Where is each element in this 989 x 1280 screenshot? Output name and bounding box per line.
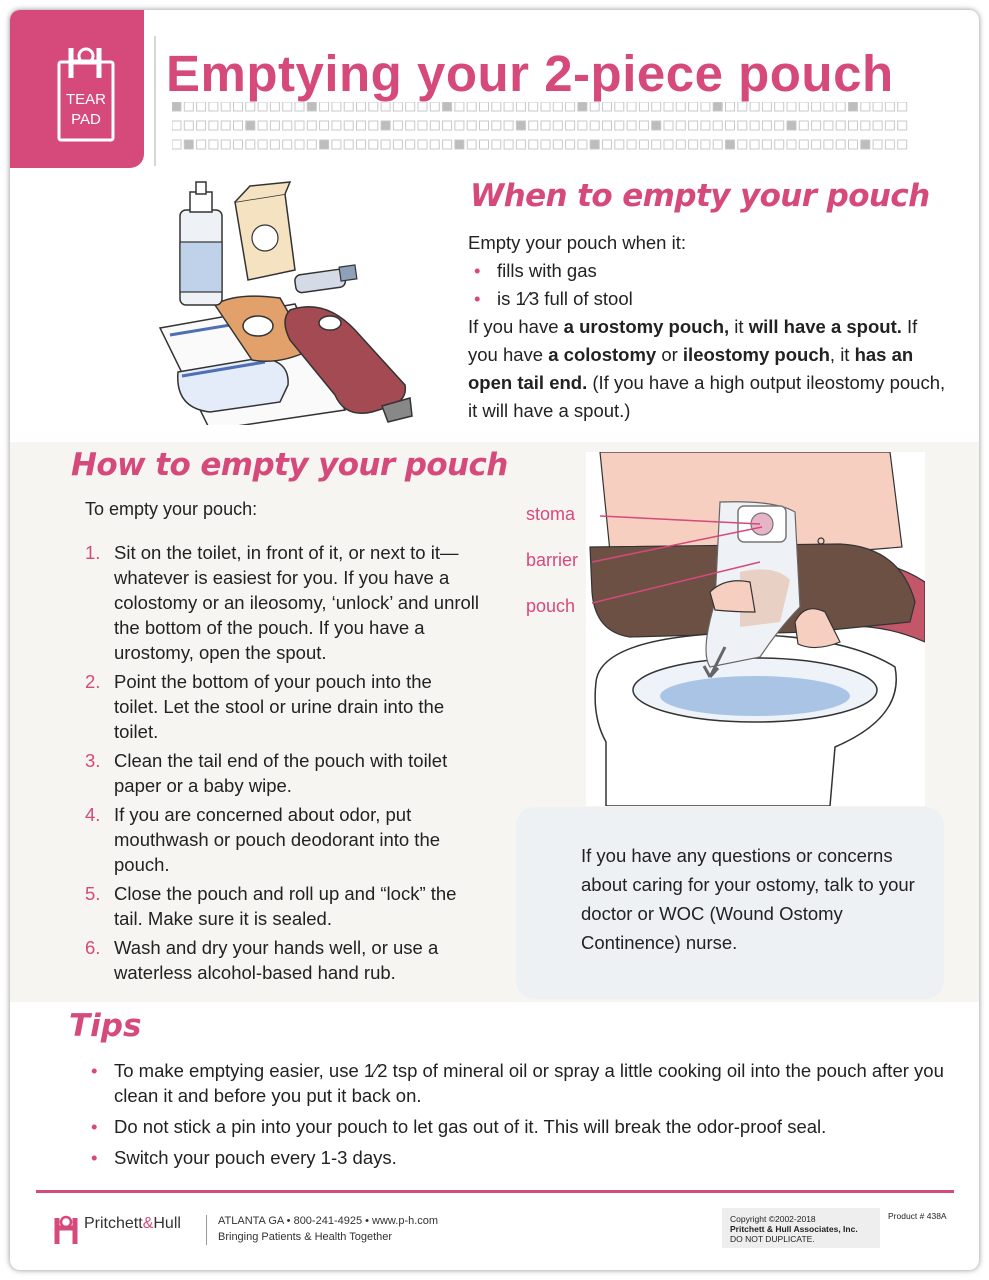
dot-grid-cell [443, 102, 452, 111]
dot-grid-cell [283, 102, 292, 111]
para-run-bold: has an open tail end. [468, 344, 914, 393]
dot-grid-cell [492, 140, 501, 149]
dot-grid-cell [701, 140, 710, 149]
para-run: (If you have a high output ileostomy pouch, it will have a spout.) [468, 372, 946, 421]
dot-grid-cell [467, 140, 476, 149]
dot-grid-cell [664, 140, 673, 149]
dot-grid-cell [320, 102, 329, 111]
dot-grid-cell [234, 140, 243, 149]
dot-grid-cell [799, 121, 808, 130]
dot-grid-cell [369, 102, 378, 111]
step-text: Sit on the toilet, in front of it, or next to it—whatever is easiest for you. If you have a colostomy or an ileosomy, ‘unlock’ and unroll the bottom of the pouch. If you have a urostomy, open the spout. [114, 542, 480, 663]
when-intro: Empty your pouch when it: [468, 232, 686, 253]
dot-grid-cell [258, 121, 267, 130]
tip-item: • To make emptying easier, use 1⁄2 tsp of mineral oil or spray a little cooking oil into the pouch after you clean it and before you put it back on. [85, 1058, 955, 1108]
patient-handout-page [10, 10, 979, 1270]
dot-grid-cell [430, 102, 439, 111]
dot-grid-cell [480, 140, 489, 149]
dot-grid-cell [295, 121, 304, 130]
step-text: Clean the tail end of the pouch with toilet paper or a baby wipe. [114, 750, 448, 796]
dot-grid-cell [836, 102, 845, 111]
dot-grid-cell [270, 140, 279, 149]
dot-grid-cell [578, 121, 587, 130]
dot-grid-cell [209, 140, 218, 149]
dot-grid-cell [676, 121, 685, 130]
dot-grid-cell [603, 140, 612, 149]
questions-text: If you have any questions or concerns about caring for your ostomy, talk to your doctor or WOC (Wound Ostomy Continence) nurse. [581, 845, 915, 953]
dot-grid-cell [246, 140, 255, 149]
tear-pad-logo-icon [57, 44, 115, 142]
dot-grid-cell [504, 121, 513, 130]
company-name-part: Hull [153, 1215, 181, 1232]
dot-grid-cell [824, 140, 833, 149]
dot-grid-cell [393, 121, 402, 130]
dot-grid-cell [873, 140, 882, 149]
dot-grid-cell [824, 121, 833, 130]
dot-grid-cell [849, 140, 858, 149]
dot-grid-cell [221, 140, 230, 149]
dot-grid-cell [652, 121, 661, 130]
dot-grid-cell [590, 121, 599, 130]
step-number: 4. [85, 804, 101, 825]
dot-grid-cell [861, 121, 870, 130]
dot-grid-cell [467, 102, 476, 111]
dot-grid-cell [713, 140, 722, 149]
dot-grid-cell [234, 121, 243, 130]
dot-grid-cell [762, 102, 771, 111]
copyright-line: Copyright ©2002-2018 [730, 1214, 816, 1224]
dot-grid-cell [529, 121, 538, 130]
dot-grid-cell [553, 121, 562, 130]
dot-grid-cell [652, 102, 661, 111]
decorative-dot-grid [172, 102, 912, 158]
dot-grid-cell [578, 102, 587, 111]
dot-grid-cell [270, 121, 279, 130]
dot-grid-cell [885, 140, 894, 149]
dot-grid-cell [307, 140, 316, 149]
dot-grid-cell [246, 102, 255, 111]
dot-grid-cell [320, 140, 329, 149]
dot-grid-cell [492, 121, 501, 130]
company-ampersand: & [142, 1215, 154, 1232]
pritchett-hull-logo-icon [52, 1214, 82, 1246]
dot-grid-cell [295, 140, 304, 149]
logo-word-1: TEAR [65, 91, 107, 108]
dot-grid-cell [357, 121, 366, 130]
dot-grid-cell [516, 121, 525, 130]
dot-grid-cell [836, 121, 845, 130]
ostomy-supplies-illustration [140, 180, 470, 425]
dot-grid-cell [898, 121, 907, 130]
tips-list [85, 1058, 955, 1176]
dot-grid-cell [283, 121, 292, 130]
dot-grid-cell [812, 140, 821, 149]
para-run: it [729, 316, 749, 337]
dot-grid-cell [369, 140, 378, 149]
dot-grid-cell [775, 102, 784, 111]
para-run: or [656, 344, 683, 365]
dot-grid-cell [738, 102, 747, 111]
dot-grid-cell [443, 121, 452, 130]
dot-grid-cell [455, 102, 464, 111]
step-item [85, 881, 480, 931]
dot-grid-cell [652, 140, 661, 149]
dot-grid-cell [566, 102, 575, 111]
dot-grid-cell [295, 102, 304, 111]
tip-item: • Do not stick a pin into your pouch to let gas out of it. This will break the odor-proof seal. [85, 1114, 955, 1139]
pouch-type-paragraph [468, 313, 948, 425]
dot-grid-cell [738, 140, 747, 149]
contact-info: ATLANTA GA • 800-241-4925 • www.p-h.com [218, 1215, 439, 1227]
dot-grid-cell [381, 121, 390, 130]
dot-grid-cell [492, 102, 501, 111]
footer-divider [36, 1190, 954, 1193]
step-number: 5. [85, 883, 101, 904]
dot-grid-cell [566, 140, 575, 149]
step-item [85, 935, 480, 985]
dot-grid-cell [762, 121, 771, 130]
para-run-bold: ileostomy pouch [682, 344, 830, 365]
dot-grid-cell [197, 140, 206, 149]
how-intro: To empty your pouch: [85, 499, 258, 519]
dot-grid-cell [197, 121, 206, 130]
step-text: Point the bottom of your pouch into the toilet. Let the stool or urine drain into the toilet. [114, 671, 445, 742]
dot-grid-cell [750, 121, 759, 130]
dot-grid-cell [590, 102, 599, 111]
dot-grid-cell [566, 121, 575, 130]
dot-grid-cell [713, 121, 722, 130]
tip-item: • Switch your pouch every 1-3 days. [85, 1145, 955, 1170]
step-text: Close the pouch and roll up and “lock” the tail. Make sure it is sealed. [114, 883, 457, 929]
dot-grid-cell [812, 102, 821, 111]
product-number: Product # 438A [888, 1211, 947, 1221]
title-divider [154, 36, 156, 166]
company-tagline: Bringing Patients & Health Together [218, 1231, 393, 1243]
copyright-line: Pritchett & Hull Associates, Inc. [730, 1224, 858, 1234]
dot-grid-cell [406, 121, 415, 130]
dot-grid-cell [861, 140, 870, 149]
label-pouch: pouch [526, 596, 576, 616]
how-heading: How to empty your pouch [71, 447, 508, 483]
dot-grid-cell [849, 102, 858, 111]
para-run: If you have [468, 316, 564, 337]
dot-grid-cell [504, 140, 513, 149]
dot-grid-cell [615, 102, 624, 111]
dot-grid-cell [849, 121, 858, 130]
dot-grid-cell [381, 102, 390, 111]
dot-grid-cell [898, 102, 907, 111]
dot-grid-cell [738, 121, 747, 130]
when-section [468, 229, 948, 425]
dot-grid-cell [172, 121, 181, 130]
dot-grid-cell [689, 102, 698, 111]
company-name [84, 1215, 181, 1233]
dot-grid-cell [197, 102, 206, 111]
dot-grid-cell [603, 121, 612, 130]
dot-grid-cell [775, 140, 784, 149]
dot-grid-cell [418, 140, 427, 149]
when-heading: When to empty your pouch [470, 178, 930, 214]
dot-grid-cell [209, 102, 218, 111]
step-item [85, 540, 480, 665]
dot-grid-cell [799, 140, 808, 149]
emptying-pouch-illustration [510, 452, 925, 806]
dot-grid-cell [578, 140, 587, 149]
dot-grid-cell [762, 140, 771, 149]
step-number: 3. [85, 750, 101, 771]
logo-word-2: PAD [71, 111, 101, 128]
para-run: , it [829, 344, 855, 365]
dot-grid-cell [775, 121, 784, 130]
dot-grid-cell [726, 140, 735, 149]
when-bullet-list [468, 257, 948, 313]
para-run-bold: a urostomy pouch, [563, 316, 730, 337]
questions-callout [516, 807, 944, 999]
dot-grid-cell [418, 121, 427, 130]
dot-grid-cell [701, 121, 710, 130]
dot-grid-cell [393, 102, 402, 111]
dot-grid-cell [467, 121, 476, 130]
dot-grid-cell [246, 121, 255, 130]
dot-grid-cell [627, 102, 636, 111]
dot-grid-cell [750, 140, 759, 149]
dot-grid-cell [689, 140, 698, 149]
dot-grid-cell [184, 121, 193, 130]
dot-grid-cell [480, 121, 489, 130]
dot-grid-cell [541, 102, 550, 111]
footer-vertical-divider [206, 1215, 207, 1245]
dot-grid-cell [615, 140, 624, 149]
step-item [85, 669, 480, 744]
dot-grid-cell [885, 121, 894, 130]
dot-grid-cell [430, 121, 439, 130]
dot-grid-cell [357, 102, 366, 111]
step-text: Wash and dry your hands well, or use a waterless alcohol-based hand rub. [114, 937, 439, 983]
tear-pad-logo-box [10, 10, 144, 168]
dot-grid-cell [332, 140, 341, 149]
dot-grid-cell [664, 102, 673, 111]
dot-grid-cell [357, 140, 366, 149]
dot-grid-cell [873, 102, 882, 111]
dot-grid-cell [516, 102, 525, 111]
dot-grid-cell [898, 140, 907, 149]
dot-grid-cell [258, 102, 267, 111]
dot-grid-cell [553, 102, 562, 111]
dot-grid-cell [332, 121, 341, 130]
dot-grid-cell [307, 121, 316, 130]
dot-grid-cell [381, 140, 390, 149]
dot-grid-cell [861, 102, 870, 111]
dot-grid-cell [184, 102, 193, 111]
dot-grid-cell [344, 102, 353, 111]
dot-grid-cell [406, 140, 415, 149]
dot-grid-cell [221, 121, 230, 130]
dot-grid-cell [603, 102, 612, 111]
dot-grid-cell [885, 102, 894, 111]
dot-grid-cell [516, 140, 525, 149]
dot-grid-cell [209, 121, 218, 130]
dot-grid-cell [639, 140, 648, 149]
dot-grid-cell [639, 121, 648, 130]
dot-grid-cell [676, 102, 685, 111]
dot-grid-cell [553, 140, 562, 149]
dot-grid-cell [320, 121, 329, 130]
dot-grid-cell [283, 140, 292, 149]
dot-grid-cell [393, 140, 402, 149]
para-run: If you have [468, 316, 918, 365]
company-name-part: Pritchett [84, 1215, 143, 1232]
when-bullet: • is 1⁄3 full of stool [468, 285, 948, 313]
step-number: 2. [85, 671, 101, 692]
dot-grid-cell [455, 121, 464, 130]
dot-grid-cell [443, 140, 452, 149]
page-title: Emptying your 2-piece pouch [166, 45, 894, 102]
step-item [85, 802, 480, 877]
dot-grid-cell [676, 140, 685, 149]
dot-grid-cell [430, 140, 439, 149]
dot-grid-cell [258, 140, 267, 149]
steps-list [85, 540, 480, 989]
para-run-bold: a colostomy [548, 344, 657, 365]
dot-grid-cell [615, 121, 624, 130]
dot-grid-cell [664, 121, 673, 130]
dot-grid-cell [418, 102, 427, 111]
copyright-line: DO NOT DUPLICATE. [730, 1234, 815, 1244]
dot-grid-cell [221, 102, 230, 111]
when-bullet: • fills with gas [468, 257, 948, 285]
dot-grid-cell [639, 102, 648, 111]
dot-grid-cell [504, 102, 513, 111]
para-run-bold: will have a spout. [748, 316, 902, 337]
dot-grid-cell [406, 102, 415, 111]
dot-grid-cell [184, 140, 193, 149]
label-barrier: barrier [526, 550, 579, 570]
dot-grid-cell [726, 121, 735, 130]
dot-grid-cell [726, 102, 735, 111]
dot-grid-cell [873, 121, 882, 130]
dot-grid-cell [627, 140, 636, 149]
dot-grid-cell [369, 121, 378, 130]
dot-grid-cell [344, 121, 353, 130]
dot-grid-cell [172, 140, 181, 149]
dot-grid-cell [529, 102, 538, 111]
dot-grid-cell [480, 102, 489, 111]
dot-grid-cell [529, 140, 538, 149]
dot-grid-cell [812, 121, 821, 130]
dot-grid-cell [701, 102, 710, 111]
dot-grid-cell [750, 102, 759, 111]
dot-grid-cell [799, 102, 808, 111]
step-number: 6. [85, 937, 101, 958]
step-text: If you are concerned about odor, put mouthwash or pouch deodorant into the pouch. [114, 804, 441, 875]
dot-grid-cell [332, 102, 341, 111]
step-number: 1. [85, 542, 101, 563]
dot-grid-cell [824, 102, 833, 111]
dot-grid-cell [541, 140, 550, 149]
dot-grid-cell [689, 121, 698, 130]
dot-grid-cell [270, 102, 279, 111]
copyright-box [722, 1208, 880, 1248]
dot-grid-cell [836, 140, 845, 149]
dot-grid-cell [344, 140, 353, 149]
dot-grid-cell [455, 140, 464, 149]
dot-grid-cell [234, 102, 243, 111]
dot-grid-cell [172, 102, 181, 111]
dot-grid-cell [787, 140, 796, 149]
dot-grid-cell [307, 102, 316, 111]
dot-grid-cell [590, 140, 599, 149]
label-stoma: stoma [526, 504, 576, 524]
step-item [85, 748, 480, 798]
dot-grid-cell [627, 121, 636, 130]
dot-grid-cell [713, 102, 722, 111]
tips-heading: Tips [69, 1008, 142, 1044]
dot-grid-cell [787, 102, 796, 111]
dot-grid-cell [541, 121, 550, 130]
dot-grid-cell [787, 121, 796, 130]
